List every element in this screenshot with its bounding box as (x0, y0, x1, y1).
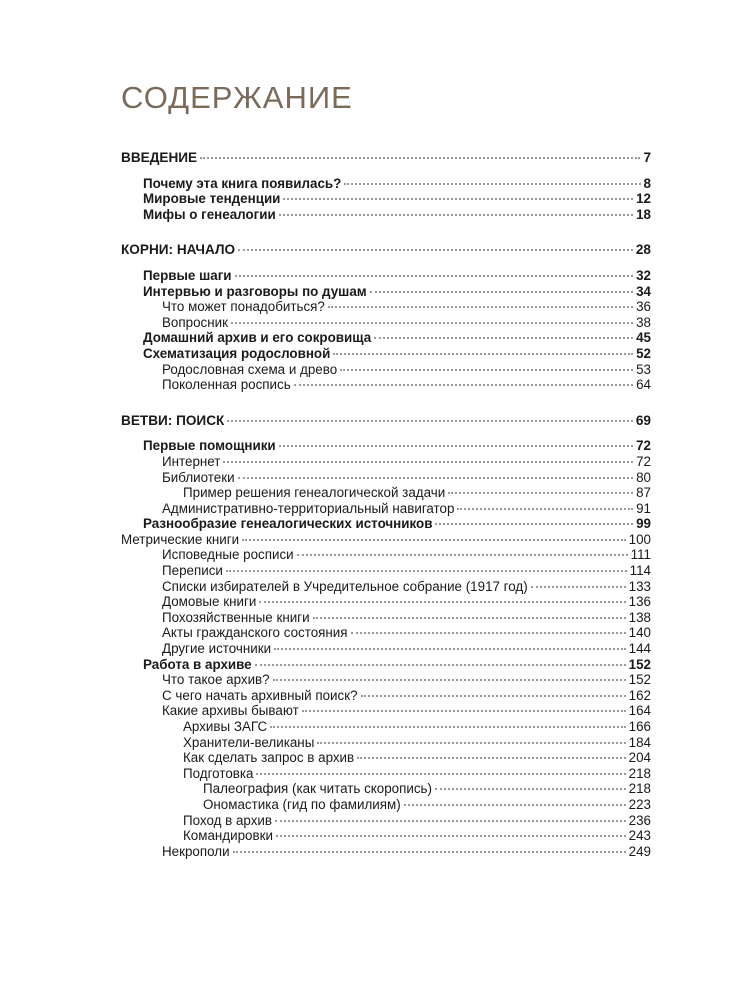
toc-entry (121, 844, 651, 860)
toc-entry-title: Административно-территориальный навигатор (162, 500, 455, 516)
toc-page-number: 249 (628, 843, 651, 859)
dot-leader (374, 337, 633, 339)
dot-leader (333, 353, 633, 355)
toc-entry-title: Ономастика (гид по фамилиям) (203, 796, 401, 812)
toc-entry-title: Похозяйственные книги (162, 609, 310, 625)
toc-entry (121, 485, 651, 501)
toc-page-number: 236 (628, 812, 651, 828)
toc-page-number: 80 (636, 469, 651, 485)
toc-entry-title: ВЕТВИ: ПОИСК (121, 412, 225, 428)
toc-entry (121, 594, 651, 610)
toc-entry (121, 242, 651, 258)
dot-leader (279, 445, 633, 447)
toc-entry-title: Домовые книги (162, 594, 257, 610)
toc-entry-title: Поколенная роспись (162, 377, 291, 393)
toc-entry-title: Первые шаги (143, 267, 232, 283)
toc-page-number: 223 (628, 796, 651, 812)
toc-entry-title: Метрические книги (121, 531, 240, 547)
toc-entry (121, 330, 651, 346)
toc-page-number: 72 (636, 453, 651, 469)
toc-entry (121, 532, 651, 548)
toc-page-number: 7 (643, 150, 651, 165)
dot-leader (256, 773, 625, 775)
dot-leader (227, 420, 633, 422)
toc-entry (121, 766, 651, 782)
dot-leader (255, 664, 626, 666)
toc-page-number: 162 (628, 687, 651, 703)
toc-entry-title: Хранители-великаны (183, 734, 315, 750)
toc-page-number: 218 (628, 765, 651, 781)
toc-entry (121, 501, 651, 517)
toc-entry (121, 625, 651, 641)
toc-page-number: 100 (628, 531, 651, 547)
toc-entry (121, 610, 651, 626)
toc-page-number: 138 (628, 609, 651, 625)
toc-entry (121, 719, 651, 735)
dot-leader (279, 214, 633, 216)
toc-entry-title: Списки избирателей в Учредительное собрание (1917 год) (162, 578, 528, 594)
toc-page-number: 28 (635, 242, 651, 258)
toc-entry (121, 150, 651, 166)
toc-entry-title: Первые помощники (143, 438, 276, 454)
toc-entry-title: Как сделать запрос в архив (183, 750, 355, 766)
toc-entry-title: Библиотеки (162, 469, 235, 485)
dot-leader (435, 523, 633, 525)
dot-leader (351, 632, 626, 634)
toc-page-number: 140 (628, 625, 651, 641)
toc-entry (121, 413, 651, 429)
toc-page-number: 69 (635, 412, 651, 428)
toc-entry (121, 688, 651, 704)
toc-page-number: 243 (628, 828, 651, 844)
toc-page-number: 111 (630, 547, 651, 563)
page-title: СОДЕРЖАНИЕ (121, 80, 353, 115)
toc-entry (121, 703, 651, 719)
toc-page-number: 133 (628, 578, 651, 594)
toc-entry-title: ВВЕДЕНИЕ (121, 150, 198, 165)
toc-page-number: 152 (628, 672, 651, 688)
dot-leader (235, 275, 634, 277)
table-of-contents (121, 150, 651, 859)
toc-entry-title: Акты гражданского состояния (162, 625, 348, 641)
toc-page-number: 166 (628, 719, 651, 734)
toc-entry-title: Другие источники (162, 641, 272, 657)
toc-page-number: 72 (636, 438, 651, 454)
dot-leader (317, 742, 625, 744)
toc-page-number: 45 (636, 330, 651, 346)
toc-entry-title: Архивы ЗАГС (183, 719, 268, 734)
dot-leader (233, 851, 626, 853)
toc-entry-title: Какие архивы бывают (162, 703, 299, 719)
toc-entry-title: Поход в архив (183, 812, 273, 828)
toc-page-number: 8 (643, 175, 651, 191)
dot-leader (238, 249, 633, 251)
toc-page-number: 38 (636, 314, 651, 330)
toc-entry-title: Работа в архиве (143, 656, 252, 672)
toc-entry (121, 362, 651, 378)
toc-page-number: 152 (628, 656, 651, 672)
toc-entry-title: Что такое архив? (162, 672, 270, 688)
toc-entry (121, 284, 651, 300)
dot-leader (435, 788, 626, 790)
toc-entry (121, 516, 651, 532)
toc-page-number: 36 (636, 299, 651, 315)
toc-entry (121, 470, 651, 486)
toc-entry-title: Домашний архив и его сокровища (143, 330, 372, 346)
dot-leader (274, 648, 626, 650)
toc-page-number: 52 (636, 345, 651, 361)
toc-entry (121, 735, 651, 751)
toc-entry (121, 641, 651, 657)
toc-entry (121, 454, 651, 470)
toc-entry-title: КОРНИ: НАЧАЛО (121, 242, 236, 258)
toc-entry-title: Интервью и разговоры по душам (143, 283, 367, 299)
dot-leader (297, 554, 628, 556)
toc-entry (121, 813, 651, 829)
toc-entry (121, 176, 651, 192)
toc-entry-title: Что может понадобиться? (162, 299, 325, 315)
toc-page-number: 99 (636, 516, 651, 532)
toc-entry (121, 299, 651, 315)
toc-entry (121, 828, 651, 844)
toc-entry (121, 268, 651, 284)
toc-entry-title: Мировые тенденции (143, 191, 281, 207)
dot-leader (283, 198, 633, 200)
toc-entry (121, 563, 651, 579)
dot-leader (270, 726, 625, 728)
dot-leader (328, 306, 633, 308)
toc-entry (121, 750, 651, 766)
dot-leader (273, 679, 626, 681)
toc-entry (121, 346, 651, 362)
dot-leader (404, 804, 626, 806)
toc-entry (121, 672, 651, 688)
dot-leader (238, 477, 634, 479)
toc-entry (121, 797, 651, 813)
toc-entry-title: Схематизация родословной (143, 345, 331, 361)
dot-leader (313, 617, 626, 619)
toc-entry-title: Переписи (162, 563, 223, 579)
toc-page-number: 218 (628, 781, 651, 797)
toc-entry-title: Мифы о генеалогии (143, 206, 276, 222)
toc-entry-title: Родословная схема и древо (162, 361, 338, 377)
dot-leader (200, 157, 640, 159)
toc-entry (121, 377, 651, 393)
dot-leader (340, 369, 633, 371)
dot-leader (294, 384, 633, 386)
toc-entry-title: Исповедные росписи (162, 547, 294, 563)
toc-entry (121, 438, 651, 454)
toc-page-number: 144 (628, 641, 651, 657)
toc-entry (121, 657, 651, 673)
toc-page-number: 64 (636, 377, 651, 393)
dot-leader (357, 757, 626, 759)
toc-entry-title: Интернет (162, 453, 221, 469)
toc-page-number: 164 (628, 703, 651, 719)
toc-entry-title: Командировки (183, 828, 273, 844)
toc-entry (121, 315, 651, 331)
toc-page-number: 204 (628, 750, 651, 766)
toc-entry-title: Разнообразие генеалогических источников (143, 516, 433, 532)
toc-entry-title: Подготовка (183, 765, 254, 781)
dot-leader (275, 820, 626, 822)
toc-page-number: 114 (629, 563, 651, 579)
toc-entry-title: Пример решения генеалогической задачи (183, 485, 446, 501)
toc-page-number: 32 (636, 267, 651, 283)
dot-leader (223, 461, 633, 463)
dot-leader (302, 710, 626, 712)
toc-entry (121, 579, 651, 595)
toc-entry-title: Почему эта книга появилась? (143, 175, 342, 191)
toc-page-number: 34 (636, 283, 651, 299)
dot-leader (361, 695, 626, 697)
dot-leader (531, 586, 626, 588)
toc-page-number: 136 (628, 594, 651, 610)
toc-page-number: 87 (636, 485, 651, 501)
dot-leader (231, 322, 633, 324)
dot-leader (448, 492, 633, 494)
toc-entry (121, 547, 651, 563)
dot-leader (370, 291, 633, 293)
dot-leader (457, 508, 633, 510)
toc-entry-title: Некрополи (162, 843, 230, 859)
toc-entry-title: Вопросник (162, 314, 228, 330)
toc-entry (121, 781, 651, 797)
dot-leader (242, 539, 626, 541)
toc-page-number: 184 (628, 734, 651, 750)
toc-page-number: 53 (636, 361, 651, 377)
toc-entry-title: С чего начать архивный поиск? (162, 687, 358, 703)
toc-entry (121, 207, 651, 223)
dot-leader (226, 570, 627, 572)
toc-entry-title: Палеография (как читать скоропись) (203, 781, 432, 797)
dot-leader (344, 183, 640, 185)
dot-leader (259, 601, 625, 603)
toc-page-number: 12 (636, 191, 651, 207)
dot-leader (276, 835, 626, 837)
toc-page-number: 91 (636, 500, 651, 516)
toc-page-number: 18 (636, 206, 651, 222)
toc-entry (121, 191, 651, 207)
